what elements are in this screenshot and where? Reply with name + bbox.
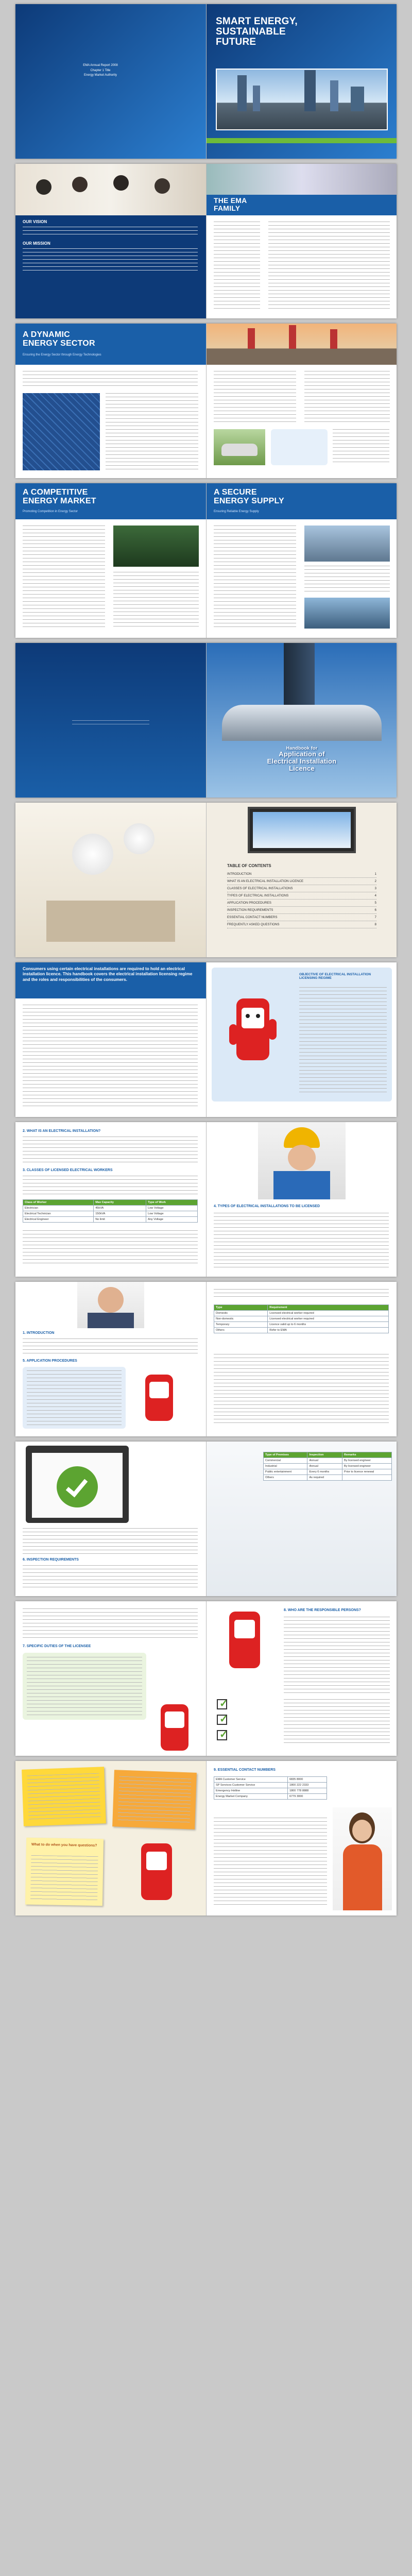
page-interior-photo — [15, 803, 206, 957]
page-objective — [206, 962, 397, 1117]
robot-mascot — [227, 998, 279, 1071]
toc-item-page: 8 — [374, 923, 376, 926]
table-row: Emergency Hotline 1800 778 8888 — [214, 1788, 327, 1794]
highlight-box — [271, 429, 328, 465]
toc-item-label: TYPES OF ELECTRICAL INSTALLATIONS — [227, 894, 289, 897]
electrician-photo — [258, 1122, 346, 1199]
toc-item[interactable] — [227, 914, 376, 921]
section-responsible: 8. WHO ARE THE RESPONSIBLE PERSONS? — [284, 1608, 361, 1612]
table-row: Others As required — [264, 1475, 392, 1481]
spread-cover — [15, 4, 397, 159]
toc-item-label: APPLICATION PROCEDURES — [227, 901, 271, 905]
page-secure — [206, 483, 397, 638]
classes-table: Class of Worker Max Capacity Type of Work Electrician 45kVA Low Voltage Electrical Technician 150kVA Low Voltage Electrical Engineer No limit Any Voltage — [23, 1199, 198, 1223]
page-checklist — [15, 1442, 206, 1596]
people-photo — [15, 164, 206, 215]
power-plant-photo — [207, 324, 397, 365]
pipeline-photo — [304, 526, 390, 562]
toc-item-label: INTRODUCTION — [227, 872, 252, 876]
competitive-subtitle: Promoting Competition in Energy Sector — [23, 510, 78, 513]
section-introduction: 1. INTRODUCTION — [23, 1331, 55, 1335]
table-row: SP Services Customer Service 1800 222 2333 — [214, 1783, 327, 1788]
page-handbook-front — [206, 643, 397, 798]
toc-item-page: 7 — [374, 916, 376, 919]
cover-left-line: Chapter 1 Title — [90, 69, 111, 72]
table-row: Industrial Annual By licensed engineer — [264, 1464, 392, 1469]
solar-panel-photo — [23, 393, 100, 470]
section-what-is: 2. WHAT IS AN ELECTRICAL INSTALLATION? — [23, 1129, 101, 1133]
intro-text: Consumers using certain electrical installations are required to hold an electrical installation licence. This handbook covers the electrical installation licensing regime and the roles and responsibilities of the consumers. — [23, 967, 193, 982]
sticky-note — [25, 1838, 104, 1906]
toc-item-page: 5 — [374, 901, 376, 905]
secure-title: A SECURE ENERGY SUPPLY — [214, 488, 284, 505]
dynamic-title: A DYNAMIC ENERGY SECTOR — [23, 330, 95, 348]
page-duties — [15, 1601, 206, 1756]
page-inside-cover — [15, 4, 206, 159]
page-handbook-back — [15, 643, 206, 798]
spread-application — [15, 1282, 397, 1436]
toc-item-page: 1 — [374, 872, 376, 876]
sticky-note — [112, 1770, 197, 1829]
toc-item[interactable] — [227, 878, 376, 885]
toc-item-label: FREQUENTLY ASKED QUESTIONS — [227, 923, 280, 926]
dynamic-subtitle: Ensuring the Energy Sector through Energy Technologies — [23, 353, 101, 357]
page-front-cover — [206, 4, 397, 159]
page-classes — [15, 1122, 206, 1277]
page-notes — [15, 1761, 206, 1916]
toc-item-label: WHAT IS AN ELECTRICAL INSTALLATION LICENCE — [227, 879, 304, 883]
page-requirements — [206, 1282, 397, 1436]
toc-list — [227, 871, 376, 928]
vision-heading: OUR VISION — [23, 219, 47, 224]
robot-mascot — [154, 1704, 196, 1753]
checkbox-list — [217, 1699, 227, 1740]
robot-mascot — [222, 1612, 268, 1673]
cover-left-line: EMA Annual Report 2008 — [83, 64, 118, 67]
sticky-note — [22, 1767, 106, 1826]
checkmark-icon: ✓ — [219, 1698, 228, 1709]
section-types: 4. TYPES OF ELECTRICAL INSTALLATIONS TO BE LICENSED — [214, 1205, 320, 1208]
question-note: What to do when you have questions? — [31, 1842, 97, 1848]
stadium-photo — [222, 705, 382, 741]
spread-toc — [15, 803, 397, 957]
robot-mascot — [134, 1843, 180, 1905]
woman-photo — [333, 1807, 392, 1910]
page-dynamic — [15, 324, 206, 478]
page-intro — [15, 962, 206, 1117]
table-row: Domestic Licensed electrical worker required — [214, 1311, 389, 1316]
page-contact-numbers — [206, 1761, 397, 1916]
table-row: Temporary Licence valid up to 6 months — [214, 1322, 389, 1328]
spread-vision-family — [15, 164, 397, 318]
spread-classes — [15, 1122, 397, 1277]
contacts-table — [214, 1776, 327, 1800]
toc-item-page: 4 — [374, 894, 376, 897]
page-toc — [206, 803, 397, 957]
spread-dynamic-sector — [15, 324, 397, 478]
toc-item[interactable] — [227, 871, 376, 878]
spread-competitive-secure — [15, 483, 397, 638]
table-row: Others Refer to EMA — [214, 1328, 389, 1333]
man-phone-photo — [77, 1282, 144, 1328]
page-types — [206, 1122, 397, 1277]
building-photo — [207, 164, 397, 195]
toc-item[interactable] — [227, 907, 376, 914]
secure-subtitle: Ensuring Reliable Energy Supply — [214, 510, 259, 513]
section-application: 5. APPLICATION PROCEDURES — [23, 1359, 77, 1363]
toc-item[interactable] — [227, 892, 376, 900]
mission-heading: OUR MISSION — [23, 241, 50, 246]
cover-title: SMART ENERGY, SUSTAINABLE FUTURE — [216, 16, 298, 47]
spread-contacts — [15, 1761, 397, 1916]
robot-mascot — [139, 1375, 180, 1426]
table-row: Electrician 45kVA Low Voltage — [23, 1206, 198, 1211]
clipboard-photo — [26, 1446, 129, 1523]
requirements-table: Type Requirement Domestic Licensed electrical worker required Non-domestic Licensed electrical worker required Temporary Licence valid up to 6 months Others Refer to EMA — [214, 1304, 389, 1333]
spread-duties — [15, 1601, 397, 1756]
spread-intro — [15, 962, 397, 1117]
competitive-title: A COMPETITIVE ENERGY MARKET — [23, 488, 96, 505]
table-row: Public entertainment Every 6 months Prior to licence renewal — [264, 1469, 392, 1475]
tv-screen-photo — [248, 807, 356, 853]
electric-car-photo — [214, 429, 265, 465]
checkmark-icon: ✓ — [219, 1729, 228, 1740]
page-power-plant — [206, 324, 397, 478]
spread-handbook-cover — [15, 643, 397, 798]
toc-item-page: 6 — [374, 908, 376, 912]
checkmark-icon: ✓ — [219, 1714, 228, 1725]
section-classes: 3. CLASSES OF LICENSED ELECTRICAL WORKERS — [23, 1168, 113, 1172]
inspection-table: Type of Premises Inspection Remarks Commercial Annual By licensed engineer Industrial Annual By licensed engineer Public entertainment Every 6 months Prior to licence renewal Others As required — [263, 1452, 392, 1481]
page-competitive — [15, 483, 206, 638]
toc-item-label: ESSENTIAL CONTACT NUMBERS — [227, 916, 278, 919]
page-inspection-table — [206, 1442, 397, 1596]
spread-inspection — [15, 1442, 397, 1596]
toc-item[interactable] — [227, 921, 376, 928]
page-application — [15, 1282, 206, 1436]
page-vision — [15, 164, 206, 318]
section-duties: 7. SPECIFIC DUTIES OF THE LICENSEE — [23, 1645, 91, 1648]
page-responsible — [206, 1601, 397, 1756]
toc-item-label: CLASSES OF ELECTRICAL INSTALLATIONS — [227, 887, 293, 890]
toc-item-page: 2 — [374, 879, 376, 883]
handbook-title: Handbook for Application of Electrical Installation Licence — [267, 745, 337, 772]
toc-item-label: INSPECTION REQUIREMENTS — [227, 908, 273, 912]
cover-green-stripe — [207, 138, 397, 143]
section-contacts: 9. ESSENTIAL CONTACT NUMBERS — [214, 1768, 276, 1772]
city-skyline-photo — [216, 69, 388, 130]
table-row: Energy Market Company 6779 3000 — [214, 1794, 327, 1800]
table-row: Commercial Annual By licensed engineer — [264, 1458, 392, 1464]
family-title: THE EMA FAMILY — [214, 196, 247, 212]
section-inspection: 6. INSPECTION REQUIREMENTS — [23, 1558, 79, 1562]
cover-left-line: Energy Market Authority — [83, 74, 117, 77]
ship-photo — [304, 598, 390, 629]
toc-item[interactable] — [227, 885, 376, 892]
page-family — [206, 164, 397, 318]
toc-item[interactable] — [227, 900, 376, 907]
objective-title: OBJECTIVE OF ELECTRICAL INSTALLATION LICENSING REGIME — [299, 973, 371, 980]
table-row: Electrical Engineer No limit Any Voltage — [23, 1217, 198, 1223]
table-row: Electrical Technician 150kVA Low Voltage — [23, 1211, 198, 1217]
toc-item-page: 3 — [374, 887, 376, 890]
trading-floor-photo — [113, 526, 199, 567]
table-row: EMA Customer Service 6835 8000 — [214, 1777, 327, 1783]
toc-title: TABLE OF CONTENTS — [227, 863, 271, 868]
table-row: Non-domestic Licensed electrical worker required — [214, 1316, 389, 1322]
